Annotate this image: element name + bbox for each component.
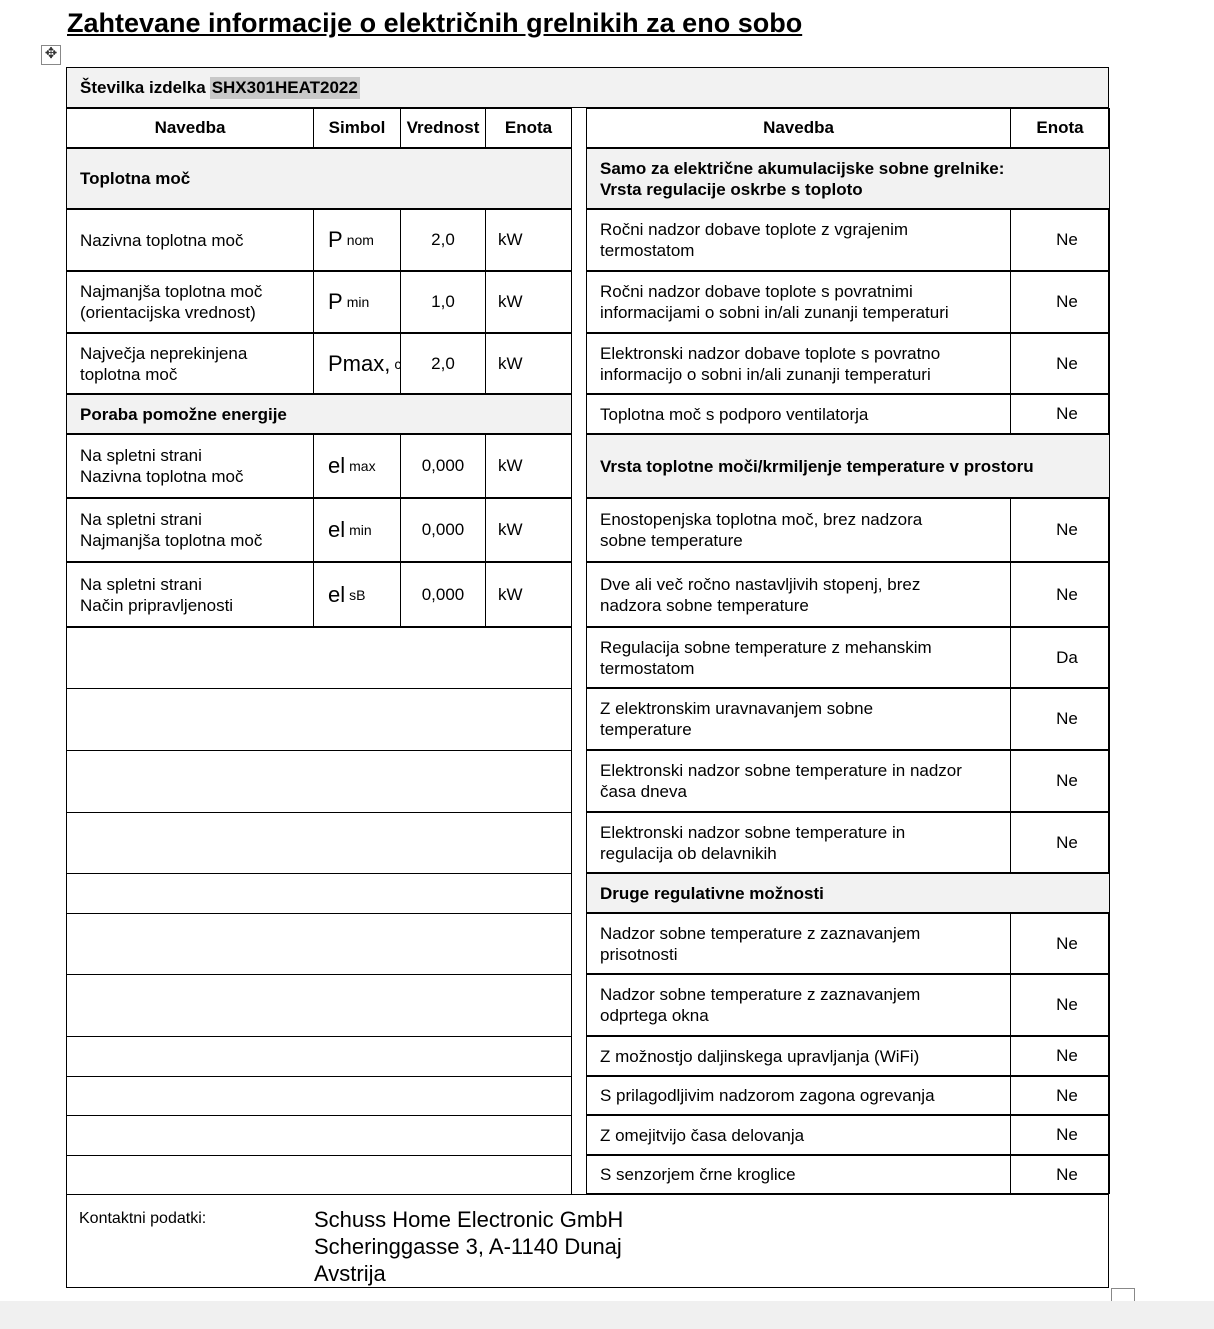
symbol-text: el [328, 517, 346, 542]
cell-text: Ne [1056, 709, 1078, 728]
row-electronic-control-answer [1010, 688, 1110, 750]
product-code: SHX301HEAT2022 [211, 77, 358, 97]
cell-text: Elektronski nadzor dobave toplote s povratno informacijo o sobni in/ali zunanji temperaturi [600, 343, 941, 384]
cell-text: Na spletni strani Način pripravljenosti [80, 574, 234, 615]
row-aux-standby-symbol [313, 562, 401, 627]
row-presence-detection-answer [1010, 913, 1110, 974]
cell-text: 2,0 [431, 230, 455, 249]
cell-text: Ne [1056, 933, 1078, 953]
row-two-or-more-stages-answer [1010, 562, 1110, 627]
cell-text: kW [498, 520, 523, 539]
empty-row [66, 1155, 572, 1195]
row-aux-min-value [400, 498, 486, 562]
contact-address [314, 1206, 623, 1287]
row-aux-standby-value [400, 562, 486, 627]
symbol-subscript: c [394, 355, 402, 372]
cell-text: kW [498, 230, 523, 249]
section-heat-output [66, 148, 572, 209]
row-min-heat-label [66, 271, 314, 333]
row-nominal-heat-label [66, 209, 314, 271]
product-label: Številka izdelka [80, 77, 206, 97]
cell-text: kW [498, 456, 523, 475]
move-icon[interactable]: ✥ [41, 45, 61, 65]
row-adaptive-start-answer [1010, 1076, 1110, 1115]
left-header-navedba [66, 108, 314, 148]
row-aux-standby-label [66, 562, 314, 627]
cell-text: 2,0 [431, 353, 455, 373]
cell-text: Ročni nadzor dobave toplote s povratnimi informacijami o sobni in/ali zunanji temperaturi [600, 282, 949, 322]
cell-text: Ne [1056, 353, 1078, 373]
row-max-heat-label [66, 333, 314, 394]
cell-text: Na spletni strani Nazivna toplotna moč [80, 446, 244, 486]
cell-text: Kontaktni podatki: [79, 1210, 207, 1227]
cell-text: Ne [1056, 520, 1078, 539]
cell-text: Z elektronskim uravnavanjem sobne temperature [600, 699, 874, 739]
cell-text: Nazivna toplotna moč [80, 230, 244, 250]
cell-text: Ne [1056, 995, 1078, 1014]
symbol-text: el [328, 581, 346, 607]
empty-row [66, 974, 572, 1037]
cell-text: Nadzor sobne temperature z zaznavanjem odprtega okna [600, 985, 921, 1025]
cell-text: 0,000 [421, 584, 465, 604]
cell-text: Ne [1056, 1085, 1078, 1105]
empty-row [66, 750, 572, 813]
empty-row [66, 627, 572, 689]
cell-text: Simbol [328, 118, 386, 137]
row-max-heat-symbol [313, 333, 401, 394]
row-aux-max-value [400, 434, 486, 498]
row-min-heat-symbol [313, 271, 401, 333]
contact-line-2: Scheringgasse 3, A-1140 Dunaj [314, 1234, 622, 1259]
row-remote-control-answer [1010, 1036, 1110, 1076]
row-electronic-feedback-answer [1010, 333, 1110, 394]
row-manual-thermostat-label [586, 209, 1011, 271]
row-aux-max-symbol [313, 434, 401, 498]
cell-text: Navedba [763, 118, 834, 137]
cell-text: Ne [1056, 1164, 1078, 1184]
page-title: Zahtevane informacije o električnih grelnikih za eno sobo [67, 8, 803, 38]
row-fan-assisted-label [586, 394, 1011, 434]
cell-text: Enostopenjska toplotna moč, brez nadzora sobne temperature [600, 510, 923, 550]
row-working-time-limit-label [586, 1115, 1011, 1155]
row-electronic-feedback-label [586, 333, 1011, 394]
symbol-text: P [328, 227, 343, 252]
cell-text: Na spletni strani Najmanjša toplotna moč [80, 510, 263, 550]
symbol-text: Pmax, [328, 350, 391, 376]
cell-text: Vrsta toplotne moči/krmiljenje temperature v prostoru [600, 456, 1034, 476]
product-row [66, 67, 1109, 108]
cell-text: Z možnostjo daljinskega upravljanja (WiFi) [600, 1046, 920, 1066]
empty-row [66, 873, 572, 914]
empty-row [66, 1036, 572, 1077]
row-adaptive-start-label [586, 1076, 1011, 1115]
contact-line-1: Schuss Home Electronic GmbH [314, 1207, 624, 1232]
row-single-stage-label [586, 498, 1011, 562]
left-header-simbol [313, 108, 401, 148]
symbol-subscript: max [349, 458, 376, 474]
row-manual-feedback-label [586, 271, 1011, 333]
contact-line-3: Avstrija [314, 1261, 386, 1286]
cell-text: Ne [1056, 292, 1078, 311]
empty-row [66, 913, 572, 975]
row-nominal-heat-value [400, 209, 486, 271]
row-nominal-heat-unit [485, 209, 572, 271]
right-header-navedba [586, 108, 1011, 148]
cell-text: Ne [1056, 771, 1078, 790]
row-electronic-control-label [586, 688, 1011, 750]
right-header-enota [1010, 108, 1110, 148]
cell-text: Nadzor sobne temperature z zaznavanjem prisotnosti [600, 923, 921, 964]
row-manual-thermostat-answer [1010, 209, 1110, 271]
row-aux-max-unit [485, 434, 572, 498]
cell-text: kW [498, 584, 523, 604]
cell-text: Poraba pomožne energije [80, 404, 287, 424]
symbol-text: el [328, 453, 346, 478]
row-aux-max-label [66, 434, 314, 498]
cell-text: Ne [1056, 1125, 1078, 1144]
cell-text: Ročni nadzor dobave toplote z vgrajenim termostatom [600, 220, 909, 260]
cell-text: Regulacija sobne temperature z mehanskim termostatom [600, 637, 932, 678]
row-presence-detection-label [586, 913, 1011, 974]
row-fan-assisted-answer [1010, 394, 1110, 434]
row-black-bulb-answer [1010, 1155, 1110, 1194]
symbol-subscript: min [349, 522, 372, 538]
cell-text: Enota [504, 118, 553, 137]
row-aux-standby-unit [485, 562, 572, 627]
left-header-vrednost [400, 108, 486, 148]
cell-text: Z omejitvijo časa delovanja [600, 1125, 805, 1145]
cell-text: Toplotna moč s podporo ventilatorja [600, 404, 869, 424]
row-aux-min-unit [485, 498, 572, 562]
row-week-timer-answer [1010, 812, 1110, 873]
cell-text: kW [498, 292, 523, 311]
row-min-heat-unit [485, 271, 572, 333]
cell-text: Največja neprekinjena toplotna moč [80, 343, 248, 384]
row-mechanical-thermostat-answer [1010, 627, 1110, 688]
cell-text: 1,0 [431, 292, 455, 311]
page-corner-marker [1111, 1288, 1135, 1302]
cell-text: Druge regulativne možnosti [600, 883, 824, 903]
row-two-or-more-stages-label [586, 562, 1011, 627]
symbol-text: P [328, 289, 343, 314]
cell-text: Ne [1056, 832, 1078, 852]
row-working-time-limit-answer [1010, 1115, 1110, 1155]
row-open-window-label [586, 974, 1011, 1036]
row-remote-control-label [586, 1036, 1011, 1076]
cell-text: S prilagodljivim nadzorom zagona ogrevanja [600, 1086, 935, 1105]
contact-label [66, 1194, 313, 1288]
row-week-timer-label [586, 812, 1011, 873]
cell-text: Navedba [154, 118, 226, 137]
row-day-timer-answer [1010, 750, 1110, 812]
bottom-bar [0, 1301, 1214, 1329]
cell-text: Ne [1056, 584, 1078, 604]
cell-text: Dve ali več ročno nastavljivih stopenj, brez nadzora sobne temperature [600, 574, 921, 615]
cell-text: Enota [1036, 118, 1084, 137]
empty-row [66, 1076, 572, 1116]
cell-text: 0,000 [421, 456, 465, 475]
cell-text: Da [1056, 647, 1078, 667]
row-manual-feedback-answer [1010, 271, 1110, 333]
cell-text: Ne [1056, 404, 1078, 423]
cell-text: Samo za električne akumulacijske sobne grelnike: Vrsta regulacije oskrbe s toploto [600, 158, 1005, 199]
section-heat-control-type [586, 434, 1110, 498]
section-other-options [586, 873, 1110, 913]
row-day-timer-label [586, 750, 1011, 812]
cell-text: Ne [1056, 1046, 1078, 1065]
cell-text: kW [498, 353, 523, 373]
symbol-subscript: min [346, 294, 370, 310]
section-aux-power [66, 394, 572, 434]
symbol-subscript: nom [346, 232, 374, 248]
empty-row [66, 688, 572, 751]
row-max-heat-unit [485, 333, 572, 394]
cell-text: Najmanjša toplotna moč (orientacijska vrednost) [80, 282, 263, 322]
cell-text: Elektronski nadzor sobne temperature in nadzor časa dneva [600, 761, 962, 801]
symbol-subscript: sB [349, 586, 366, 603]
row-open-window-answer [1010, 974, 1110, 1036]
left-header-enota [485, 108, 572, 148]
row-aux-min-label [66, 498, 314, 562]
empty-row [66, 812, 572, 874]
empty-row [66, 1115, 572, 1156]
row-black-bulb-label [586, 1155, 1011, 1194]
cell-text: Ne [1056, 230, 1078, 249]
section-storage-heaters [586, 148, 1110, 209]
row-min-heat-value [400, 271, 486, 333]
row-aux-min-symbol [313, 498, 401, 562]
row-nominal-heat-symbol [313, 209, 401, 271]
row-single-stage-answer [1010, 498, 1110, 562]
row-mechanical-thermostat-label [586, 627, 1011, 688]
cell-text: Toplotna moč [80, 169, 191, 188]
cell-text: Elektronski nadzor sobne temperature in regulacija ob delavnikih [600, 822, 906, 863]
cell-text: Vrednost [406, 118, 480, 137]
cell-text: 0,000 [421, 520, 465, 539]
cell-text: S senzorjem črne kroglice [600, 1165, 796, 1184]
row-max-heat-value [400, 333, 486, 394]
